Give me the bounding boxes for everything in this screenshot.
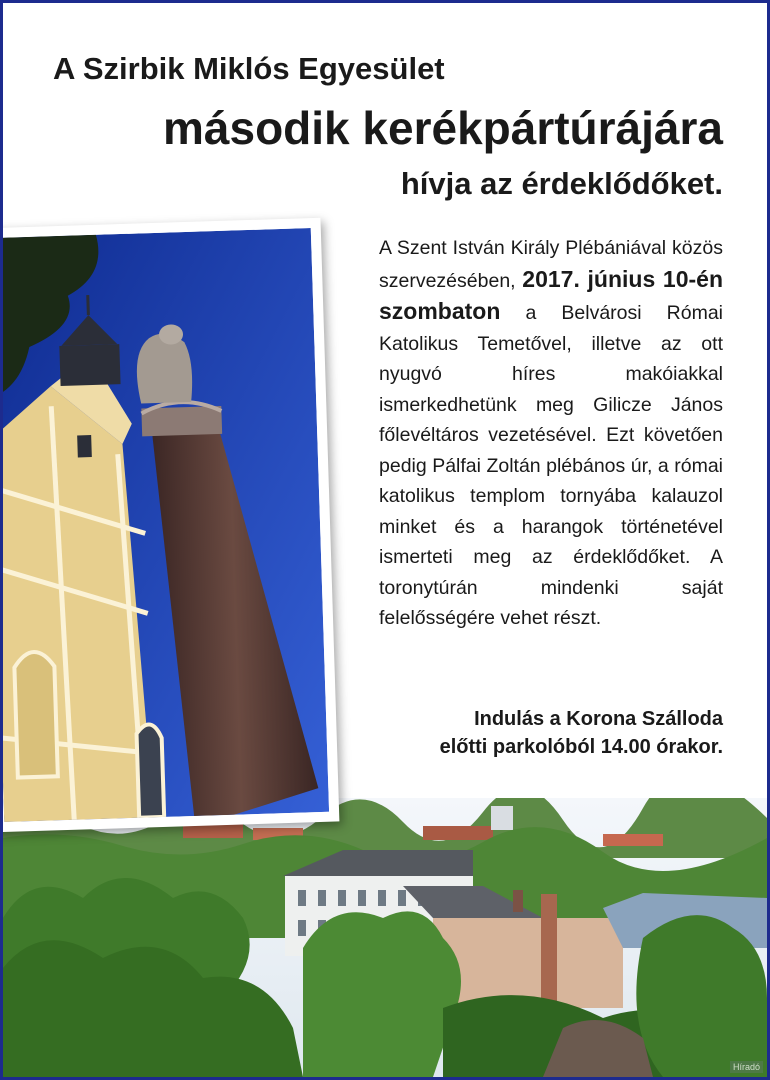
watermark-logo: Híradó (730, 1061, 763, 1073)
header-line-1: A Szirbik Miklós Egyesület (53, 51, 445, 86)
header-line-3: hívja az érdeklődőket. (400, 166, 723, 201)
departure-line-1: Indulás a Korona Szálloda (474, 708, 723, 730)
church-photo (0, 218, 339, 833)
details-text: a Belvárosi Római Katolikus Temetővel, illetve az ott nyugvó híres makóiakkal ismerkedhetünk meg Gilicze János főlevéltáros vezetésével. Ezt követően pedig Pálfai Zoltán plébános úr, a római katolikus templom tornyába kalauzol minket és a harangok történetével ismerteti meg az érdeklődőket. A toronytúrán mindenki saját felelősségére vehet részt. (379, 302, 723, 629)
intro-text: A Szent István Király Plébániával közös szervezésében, (379, 237, 723, 292)
church-photo-image (0, 228, 329, 822)
departure-line-2: előtti parkolóból 14.00 órakor. (439, 736, 723, 758)
departure-info (440, 705, 723, 761)
event-date: 2017. június 10-én szombaton (379, 265, 724, 324)
event-description (379, 233, 723, 634)
header-title: második kerékpártúrájára (163, 102, 723, 154)
town-panorama-image (3, 798, 767, 1077)
